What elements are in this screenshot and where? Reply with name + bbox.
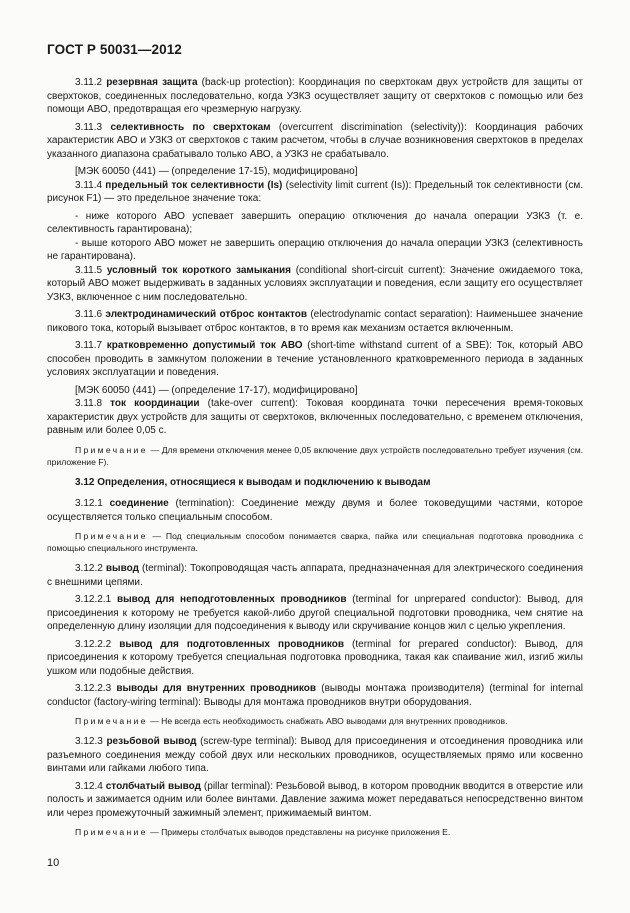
note-text: — Под специальным способом понимается сварка, пайка или специальная подготовка проводника с помощью специального инструмента. (47, 531, 583, 553)
clause-number: 3.11.5 (75, 264, 103, 276)
definition-paragraph (47, 735, 583, 776)
term: вывод для подготовленных проводников (119, 638, 344, 650)
definition-paragraph (47, 593, 583, 634)
definition-paragraph (47, 339, 583, 380)
definition-paragraph (47, 682, 583, 709)
note-text: — Примеры столбчатых выводов представлены на рисунке приложения Е. (147, 827, 451, 837)
definition-text: (conditional short-circuit current): Значение ожидаемого тока, который АВО может выдерживать в заданных условиях эксплуатации и поведения, если защиту его осуществляет УЗКЗ, включенное с ним последовательно. (47, 264, 583, 303)
note-label: Примечание (75, 827, 148, 837)
definition-text: (terminal for unprepared conductor): Вывод, для присоединения к которому не требуется какой-либо другой специальной подготовки проводника, чем снятие на определенную длину изоляции для подсоединения к выводу или скручивание концов жил с целью укрепления. (47, 594, 583, 632)
clause-number: 3.12.2.2 (75, 638, 112, 650)
definition-text: (short-time withstand current of a SBE): Ток, который АВО способен проводить в замкнутом положении в течение установленного кратковременного периода в заданных условиях эксплуатации и поведения. (47, 340, 584, 378)
clause-number: 3.12.2.1 (75, 594, 112, 605)
definition-text: (selectivity limit current (Is)): Предельный ток селективности (см. рисунок F1) — это предельное значение тока: (47, 179, 583, 204)
term: вывод для неподготовленных проводников (116, 594, 347, 605)
clause-number: 3.11.4 (75, 179, 103, 191)
definition-text: (take-over current): Токовая координата точки пересечения время-токовых характеристик двух устройств для защиты от сверхтоков, включенных последовательно, с временем отключения, равным или более 0,05 с. (47, 398, 583, 436)
definition-paragraph (47, 308, 583, 335)
term: электродинамический отброс контактов (105, 309, 307, 320)
definition-paragraph (47, 780, 583, 821)
note-label: Примечание (75, 716, 148, 726)
definition-paragraph (47, 497, 583, 524)
clause-number: 3.12.4 (75, 780, 103, 792)
definition-paragraph (47, 179, 583, 206)
document-body (47, 76, 583, 846)
sub-paragraph: - ниже которого АВО успевает завершить операцию отключения до начала операции УЗКЗ (т. е. селективность гарантирована); (47, 210, 583, 235)
clause-number: 3.11.6 (75, 309, 103, 320)
definition-paragraph (47, 264, 583, 305)
clause-number: 3.12.2 (75, 563, 103, 574)
definition-text: (termination): Соединение между двумя и более токоведущими частями, которое осуществляется только специальным способом. (47, 498, 583, 523)
term: резервная защита (106, 77, 198, 88)
sub-paragraph: [МЭК 60050 (441) — (определение 17-17), модифицировано] (75, 384, 358, 396)
note-label: Примечание (75, 531, 148, 541)
definition-paragraph (47, 121, 583, 162)
note (47, 444, 583, 468)
definition-text: (overcurrent discrimination (selectivity)): Координация рабочих характеристик АВО и УЗКЗ от сверхтоков с таким расчетом, чтобы в случае возникновения сверхтоков в пределах указанного диапазона срабатывало только АВО, а УЗКЗ не срабатывало. (47, 121, 584, 160)
term: условный ток короткого замыкания (106, 264, 291, 276)
clause-number: 3.11.3 (75, 121, 103, 133)
note-text: — Для времени отключения менее 0,05 включение двух устройств последовательно требует изучения (см. приложение F). (47, 444, 583, 467)
definition-text: (terminal for prepared conductor): Вывод, для присоединения к которому требуется специальная подготовка проводника, такая как спаивание жил, изгиб жилы ушком или подобные действия. (47, 638, 584, 677)
note (47, 826, 583, 838)
definition-text: (выводы монтажа производителя) (terminal for internal conductor (factory-wiring terminal): Выводы для монтажа проводников внутри оборудования. (47, 683, 584, 708)
clause-number: 3.12.2.3 (75, 683, 112, 694)
sub-paragraph: - выше которого АВО может не завершить операцию отключения до начала операции УЗКЗ (селективность не гарантирована). (47, 237, 583, 262)
note (47, 530, 583, 554)
sub-paragraph: [МЭК 60050 (441) — (определение 17-15), модифицировано] (75, 166, 358, 177)
clause-number: 3.11.7 (75, 340, 103, 351)
term: соединение (109, 498, 169, 509)
definition-paragraph (47, 562, 583, 589)
definition-text: (back-up protection): Координация по сверхтокам двух устройств для защиты от сверхтоков, соединенных последовательно, когда УЗКЗ осуществляет защиту от сверхтоков с помощью или без помощи АВО, предотвращая его чрезмерную нагрузку. (47, 77, 583, 115)
clause-number: 3.11.8 (75, 398, 103, 409)
definition-paragraph (47, 638, 583, 679)
definition-paragraph (47, 397, 583, 438)
term: кратковременно допустимый ток АВО (106, 340, 303, 351)
clause-number: 3.12.1 (75, 498, 103, 509)
definition-text: (pillar terminal): Резьбовой вывод, в котором проводник вводится в отверстие или полость и зажимается одним или более винтами. Давление зажима может передаваться непосредственно винтом или через промежуточный зажимный элемент, прижимаемый винтом. (47, 780, 584, 819)
note-text: — Не всегда есть необходимость снабжать АВО выводами для внутренних проводников. (147, 716, 508, 726)
term: резьбовой вывод (106, 736, 197, 747)
definition-text: (screw-type terminal): Вывод для присоединения и отсоединения проводника или разъемного соединения между собой двух или нескольких проводников, осуществляемых прямо или косвенно винтами или гайками любого типа. (47, 736, 584, 774)
definition-text: (electrodynamic contact separation): Наименьшее значение пикового тока, который вызывает отброс контактов, в то время как механизм остается включенным. (47, 309, 583, 334)
term: селективность по сверхтокам (110, 121, 271, 133)
section-heading: 3.12 Определения, относящиеся к выводам и подключению к выводам (75, 476, 431, 488)
clause-number: 3.11.2 (75, 77, 103, 88)
term: вывод (105, 563, 139, 574)
note (47, 715, 583, 727)
document-header: ГОСТ Р 50031—2012 (47, 42, 182, 57)
term: ток координации (110, 398, 200, 409)
definition-text: (terminal): Токопроводящая часть аппарата, предназначенная для электрического соединения с внешними цепями. (47, 563, 583, 588)
term: столбчатый вывод (105, 780, 201, 792)
term: выводы для внутренних проводников (116, 683, 317, 694)
clause-number: 3.12.3 (75, 736, 103, 747)
term: предельный ток селективности (Is) (105, 179, 283, 191)
definition-paragraph (47, 76, 583, 117)
note-label: Примечание (75, 444, 148, 455)
page-number: 10 (47, 857, 60, 869)
